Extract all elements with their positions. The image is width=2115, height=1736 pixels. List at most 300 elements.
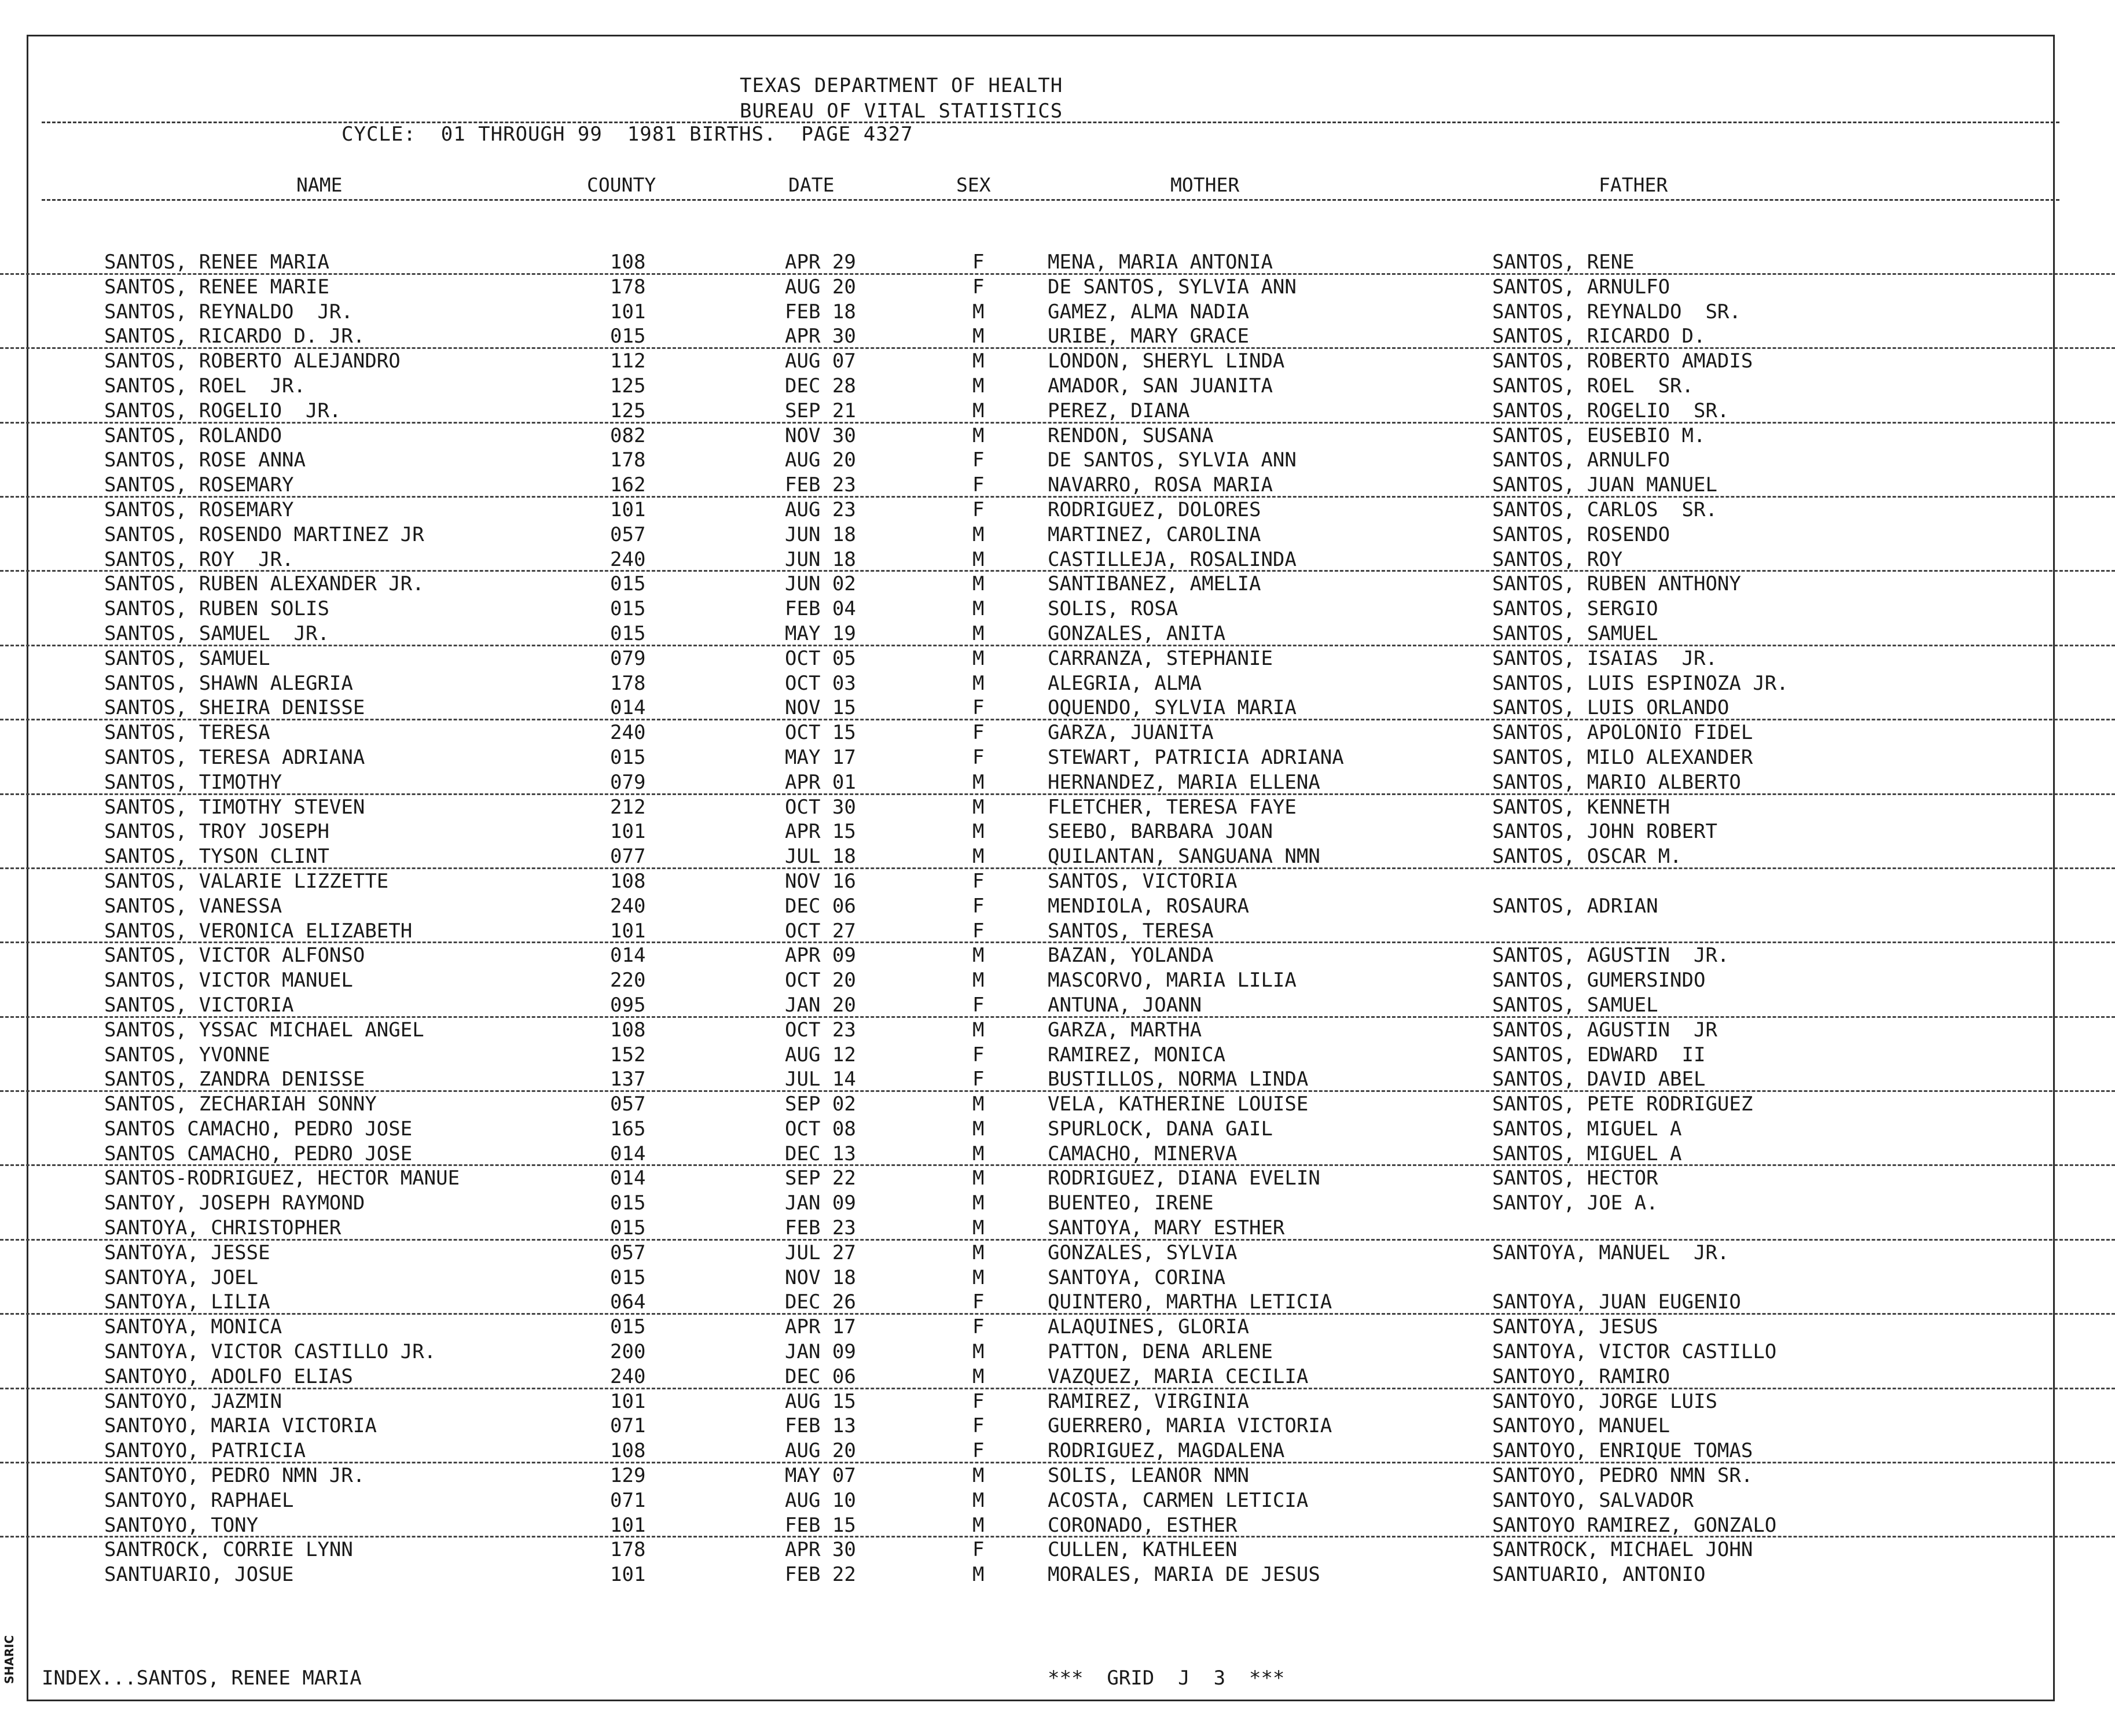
- table-row: [0, 523, 2115, 547]
- table-row: [0, 1562, 2115, 1587]
- cell-sex: M: [972, 1364, 985, 1388]
- cell-county: 101: [610, 919, 646, 943]
- cell-father: SANTOS, EUSEBIO M.: [1492, 424, 1706, 447]
- cell-sex: F: [972, 745, 985, 769]
- cell-county: 162: [610, 473, 646, 497]
- cell-name: SANTOS, VERONICA ELIZABETH: [104, 919, 413, 943]
- cell-sex: M: [972, 523, 985, 546]
- cell-mother: CULLEN, KATHLEEN: [1048, 1538, 1238, 1562]
- cell-father: SANTOYA, MANUEL JR.: [1492, 1241, 1730, 1264]
- cell-sex: M: [972, 1563, 985, 1587]
- cell-sex: M: [972, 424, 985, 447]
- cell-name: SANTOYO, MARIA VICTORIA: [104, 1414, 377, 1438]
- cell-sex: M: [972, 1142, 985, 1165]
- cell-date: FEB 18: [785, 300, 856, 323]
- table-row: [0, 324, 2115, 349]
- cell-name: SANTOS, TYSON CLINT: [104, 845, 329, 869]
- cell-mother: GUERRERO, MARIA VICTORIA: [1048, 1414, 1332, 1438]
- table-row: [0, 968, 2115, 993]
- table-row: [0, 1364, 2115, 1389]
- cell-mother: VAZQUEZ, MARIA CECILIA: [1048, 1364, 1309, 1388]
- cell-name: SANTOS, TERESA: [104, 721, 270, 745]
- cell-father: SANTUARIO, ANTONIO: [1492, 1563, 1706, 1587]
- table-row: [0, 349, 2115, 374]
- cell-name: SANTOS, TIMOTHY STEVEN: [104, 795, 365, 819]
- cell-mother: GARZA, MARTHA: [1048, 1018, 1202, 1042]
- cell-date: OCT 20: [785, 969, 856, 992]
- cell-date: APR 01: [785, 770, 856, 794]
- cell-name: SANTOYO, PATRICIA: [104, 1439, 306, 1463]
- cell-name: SANTOS, VALARIE LIZZETTE: [104, 869, 389, 893]
- cell-name: SANTOY, JOSEPH RAYMOND: [104, 1191, 365, 1215]
- cell-county: 015: [610, 1315, 646, 1339]
- cell-name: SANTOS, RICARDO D. JR.: [104, 325, 365, 348]
- cell-date: FEB 23: [785, 1216, 856, 1240]
- table-row: [0, 671, 2115, 696]
- table-row: [0, 1389, 2115, 1414]
- cell-date: JAN 09: [785, 1340, 856, 1364]
- cell-sex: F: [972, 1389, 985, 1413]
- cell-county: 129: [610, 1464, 646, 1488]
- cell-name: SANTOS, RENEE MARIA: [104, 251, 329, 274]
- cell-county: 101: [610, 300, 646, 323]
- cell-mother: DE SANTOS, SYLVIA ANN: [1048, 275, 1297, 299]
- cell-date: MAY 17: [785, 745, 856, 769]
- cell-date: OCT 08: [785, 1117, 856, 1141]
- cell-mother: URIBE, MARY GRACE: [1048, 325, 1249, 348]
- cell-mother: GARZA, JUANITA: [1048, 721, 1214, 745]
- table-row: [0, 1266, 2115, 1290]
- cell-date: OCT 03: [785, 671, 856, 695]
- cell-county: 178: [610, 275, 646, 299]
- cell-mother: SANTOS, VICTORIA: [1048, 869, 1238, 893]
- cell-county: 015: [610, 1216, 646, 1240]
- cell-name: SANTOS, RUBEN SOLIS: [104, 597, 329, 621]
- cell-name: SANTOS, SAMUEL: [104, 646, 270, 670]
- table-row: [0, 844, 2115, 869]
- cell-county: 015: [610, 745, 646, 769]
- cell-county: 095: [610, 993, 646, 1017]
- table-row: [0, 399, 2115, 424]
- table-row: [0, 1290, 2115, 1315]
- table-row: [0, 1117, 2115, 1142]
- cell-county: 178: [610, 448, 646, 472]
- cell-father: SANTOS, LUIS ESPINOZA JR.: [1492, 671, 1789, 695]
- cell-date: AUG 10: [785, 1488, 856, 1512]
- cell-mother: VELA, KATHERINE LOUISE: [1048, 1093, 1309, 1116]
- cell-name: SANTOS, SHEIRA DENISSE: [104, 696, 365, 720]
- cell-date: NOV 30: [785, 424, 856, 447]
- cell-county: 071: [610, 1488, 646, 1512]
- cell-name: SANTOS, ZECHARIAH SONNY: [104, 1093, 377, 1116]
- cell-mother: ANTUNA, JOANN: [1048, 993, 1202, 1017]
- cell-county: 015: [610, 597, 646, 621]
- column-header-date: DATE: [788, 174, 835, 196]
- cell-sex: M: [972, 1093, 985, 1116]
- table-row: [0, 1018, 2115, 1043]
- cell-name: SANTOS, TROY JOSEPH: [104, 820, 329, 844]
- cell-county: 137: [610, 1068, 646, 1091]
- cell-father: SANTOS, LUIS ORLANDO: [1492, 696, 1730, 720]
- cell-mother: MORALES, MARIA DE JESUS: [1048, 1563, 1320, 1587]
- cell-name: SANTROCK, CORRIE LYNN: [104, 1538, 353, 1562]
- cell-mother: MENA, MARIA ANTONIA: [1048, 251, 1273, 274]
- cell-sex: F: [972, 1068, 985, 1091]
- cell-father: SANTOS, AGUSTIN JR: [1492, 1018, 1717, 1042]
- cell-date: MAY 07: [785, 1464, 856, 1488]
- cell-county: 015: [610, 1266, 646, 1289]
- cell-county: 015: [610, 572, 646, 596]
- cell-sex: M: [972, 350, 985, 373]
- cell-mother: SPURLOCK, DANA GAIL: [1048, 1117, 1273, 1141]
- cell-father: SANTOS, MILO ALEXANDER: [1492, 745, 1753, 769]
- cell-county: 015: [610, 1191, 646, 1215]
- cell-mother: OQUENDO, SYLVIA MARIA: [1048, 696, 1297, 720]
- column-header-father: FATHER: [1599, 174, 1668, 196]
- cell-county: 125: [610, 374, 646, 398]
- cell-date: DEC 06: [785, 1364, 856, 1388]
- cell-sex: M: [972, 1167, 985, 1190]
- cell-name: SANTOYA, JESSE: [104, 1241, 270, 1264]
- cell-county: 108: [610, 1018, 646, 1042]
- cell-date: AUG 20: [785, 275, 856, 299]
- cell-date: JUL 27: [785, 1241, 856, 1264]
- cell-mother: HERNANDEZ, MARIA ELLENA: [1048, 770, 1320, 794]
- cell-father: SANTOS, ROSENDO: [1492, 523, 1670, 546]
- cell-sex: M: [972, 1216, 985, 1240]
- table-row: [0, 275, 2115, 300]
- cell-mother: CARRANZA, STEPHANIE: [1048, 646, 1273, 670]
- column-header-rule: [42, 199, 2059, 201]
- cell-father: SANTOS, JUAN MANUEL: [1492, 473, 1717, 497]
- cell-mother: RODRIGUEZ, DOLORES: [1048, 498, 1261, 521]
- header-subtitle: BUREAU OF VITAL STATISTICS: [740, 100, 1063, 123]
- cell-sex: F: [972, 1414, 985, 1438]
- cell-sex: F: [972, 993, 985, 1017]
- cell-date: NOV 15: [785, 696, 856, 720]
- cell-name: SANTOS, YVONNE: [104, 1043, 270, 1066]
- cell-date: SEP 02: [785, 1093, 856, 1116]
- table-row: [0, 1142, 2115, 1167]
- cell-sex: M: [972, 1241, 985, 1264]
- cell-name: SANTOYO, RAPHAEL: [104, 1488, 294, 1512]
- cell-name: SANTOS CAMACHO, PEDRO JOSE: [104, 1117, 413, 1141]
- cell-date: OCT 30: [785, 795, 856, 819]
- cell-mother: SANTIBANEZ, AMELIA: [1048, 572, 1261, 596]
- cell-county: 101: [610, 1389, 646, 1413]
- table-row: [0, 720, 2115, 745]
- cell-mother: CORONADO, ESTHER: [1048, 1513, 1238, 1537]
- cell-name: SANTOYA, JOEL: [104, 1266, 259, 1289]
- cell-name: SANTOS, ZANDRA DENISSE: [104, 1068, 365, 1091]
- column-header-mother: MOTHER: [1170, 174, 1240, 196]
- cell-sex: M: [972, 572, 985, 596]
- cell-father: SANTOS, ROEL SR.: [1492, 374, 1694, 398]
- cell-name: SANTOS, ROSEMARY: [104, 498, 294, 521]
- table-row: [0, 1067, 2115, 1092]
- cell-name: SANTOS CAMACHO, PEDRO JOSE: [104, 1142, 413, 1165]
- cell-county: 014: [610, 944, 646, 968]
- record-list: [0, 250, 2115, 1587]
- table-row: [0, 1092, 2115, 1117]
- cell-mother: BUENTEO, IRENE: [1048, 1191, 1214, 1215]
- cell-county: 240: [610, 1364, 646, 1388]
- cell-mother: SANTOS, TERESA: [1048, 919, 1214, 943]
- table-row: [0, 1191, 2115, 1216]
- cell-father: SANTOYO RAMIREZ, GONZALO: [1492, 1513, 1777, 1537]
- cell-date: JUN 02: [785, 572, 856, 596]
- cell-sex: F: [972, 1290, 985, 1314]
- cell-name: SANTOS, ROGELIO JR.: [104, 399, 342, 422]
- table-row: [0, 448, 2115, 473]
- cell-mother: DE SANTOS, SYLVIA ANN: [1048, 448, 1297, 472]
- table-row: [0, 1043, 2115, 1068]
- cell-date: JUL 14: [785, 1068, 856, 1091]
- cell-county: 064: [610, 1290, 646, 1314]
- cell-date: DEC 13: [785, 1142, 856, 1165]
- cell-name: SANTOS, VICTOR MANUEL: [104, 969, 353, 992]
- cell-mother: STEWART, PATRICIA ADRIANA: [1048, 745, 1344, 769]
- cell-sex: M: [972, 1340, 985, 1364]
- cell-county: 178: [610, 671, 646, 695]
- cell-name: SANTOS, ROLANDO: [104, 424, 282, 447]
- table-row: [0, 1513, 2115, 1538]
- cell-sex: M: [972, 845, 985, 869]
- cell-date: JUN 18: [785, 547, 856, 571]
- table-row: [0, 770, 2115, 795]
- cell-date: AUG 12: [785, 1043, 856, 1066]
- cell-father: SANTOS, MARIO ALBERTO: [1492, 770, 1741, 794]
- cell-father: SANTOYO, ENRIQUE TOMAS: [1492, 1439, 1753, 1463]
- cell-father: SANTOS, MIGUEL A: [1492, 1142, 1682, 1165]
- table-row: [0, 894, 2115, 919]
- table-row: [0, 1488, 2115, 1513]
- cell-name: SANTOS, ROY JR.: [104, 547, 294, 571]
- cell-father: SANTOS, ROBERTO AMADIS: [1492, 350, 1753, 373]
- cell-father: SANTOS, RICARDO D.: [1492, 325, 1706, 348]
- cell-mother: ALAQUINES, GLORIA: [1048, 1315, 1249, 1339]
- cell-mother: LONDON, SHERYL LINDA: [1048, 350, 1285, 373]
- cell-father: SANTOS, ROY: [1492, 547, 1623, 571]
- cell-name: SANTOS, VANESSA: [104, 894, 282, 918]
- cell-father: SANTOS, APOLONIO FIDEL: [1492, 721, 1753, 745]
- cell-date: APR 15: [785, 820, 856, 844]
- cell-date: FEB 15: [785, 1513, 856, 1537]
- cell-name: SANTOYO, TONY: [104, 1513, 259, 1537]
- cell-sex: M: [972, 1464, 985, 1488]
- cell-father: SANTOS, ARNULFO: [1492, 275, 1670, 299]
- cell-father: SANTOS, DAVID ABEL: [1492, 1068, 1706, 1091]
- cell-name: SANTOS, RENEE MARIE: [104, 275, 329, 299]
- cell-mother: RODRIGUEZ, DIANA EVELIN: [1048, 1167, 1320, 1190]
- cell-county: 014: [610, 1167, 646, 1190]
- cell-mother: MENDIOLA, ROSAURA: [1048, 894, 1249, 918]
- cell-father: SANTOYO, RAMIRO: [1492, 1364, 1670, 1388]
- cell-father: SANTOYO, PEDRO NMN SR.: [1492, 1464, 1753, 1488]
- table-row: [0, 869, 2115, 894]
- cell-sex: F: [972, 275, 985, 299]
- cell-sex: M: [972, 374, 985, 398]
- cell-sex: M: [972, 671, 985, 695]
- cell-county: 015: [610, 325, 646, 348]
- cell-father: SANTOS, PETE RODRIGUEZ: [1492, 1093, 1753, 1116]
- cell-father: SANTOS, OSCAR M.: [1492, 845, 1682, 869]
- cell-name: SANTOS, ROSEMARY: [104, 473, 294, 497]
- cell-name: SANTUARIO, JOSUE: [104, 1563, 294, 1587]
- cell-sex: M: [972, 1266, 985, 1289]
- cell-sex: M: [972, 399, 985, 422]
- cell-name: SANTOYA, VICTOR CASTILLO JR.: [104, 1340, 436, 1364]
- cell-father: SANTOS, RUBEN ANTHONY: [1492, 572, 1741, 596]
- cell-sex: M: [972, 597, 985, 621]
- cell-name: SANTOS, ROEL JR.: [104, 374, 306, 398]
- cell-county: 165: [610, 1117, 646, 1141]
- cell-father: SANTOYA, JESUS: [1492, 1315, 1658, 1339]
- cell-date: JUN 18: [785, 523, 856, 546]
- cell-date: JAN 20: [785, 993, 856, 1017]
- cell-name: SANTOYA, LILIA: [104, 1290, 270, 1314]
- cell-county: 071: [610, 1414, 646, 1438]
- cell-sex: F: [972, 251, 985, 274]
- cell-father: SANTOS, GUMERSINDO: [1492, 969, 1706, 992]
- cell-sex: M: [972, 547, 985, 571]
- cell-father: SANTOS, REYNALDO SR.: [1492, 300, 1741, 323]
- cell-name: SANTOS, ROSENDO MARTINEZ JR: [104, 523, 424, 546]
- cell-mother: GONZALES, SYLVIA: [1048, 1241, 1238, 1264]
- cell-father: SANTOS, MIGUEL A: [1492, 1117, 1682, 1141]
- cell-sex: M: [972, 1117, 985, 1141]
- cell-date: SEP 22: [785, 1167, 856, 1190]
- table-row: [0, 1538, 2115, 1562]
- cell-county: 240: [610, 721, 646, 745]
- cell-mother: SOLIS, ROSA: [1048, 597, 1178, 621]
- cell-mother: GAMEZ, ALMA NADIA: [1048, 300, 1249, 323]
- grid-footer: *** GRID J 3 ***: [1048, 1667, 1285, 1690]
- cell-county: 101: [610, 1563, 646, 1587]
- cell-father: SANTROCK, MICHAEL JOHN: [1492, 1538, 1753, 1562]
- cell-county: 220: [610, 969, 646, 992]
- cell-mother: ACOSTA, CARMEN LETICIA: [1048, 1488, 1309, 1512]
- cell-name: SANTOS-RODRIGUEZ, HECTOR MANUE: [104, 1167, 460, 1190]
- cell-date: APR 30: [785, 1538, 856, 1562]
- table-row: [0, 993, 2115, 1018]
- cell-mother: BAZAN, YOLANDA: [1048, 944, 1214, 968]
- cell-date: APR 29: [785, 251, 856, 274]
- cell-father: SANTOS, ROGELIO SR.: [1492, 399, 1730, 422]
- cell-date: OCT 23: [785, 1018, 856, 1042]
- cell-sex: F: [972, 498, 985, 521]
- cell-county: 178: [610, 1538, 646, 1562]
- cell-father: SANTOY, JOE A.: [1492, 1191, 1658, 1215]
- cell-mother: NAVARRO, ROSA MARIA: [1048, 473, 1273, 497]
- cell-father: SANTOS, CARLOS SR.: [1492, 498, 1717, 521]
- cell-mother: FLETCHER, TERESA FAYE: [1048, 795, 1297, 819]
- table-row: [0, 919, 2115, 944]
- cell-sex: F: [972, 1315, 985, 1339]
- cell-mother: CASTILLEJA, ROSALINDA: [1048, 547, 1297, 571]
- cell-county: 101: [610, 498, 646, 521]
- cell-mother: QUILANTAN, SANGUANA NMN: [1048, 845, 1320, 869]
- cell-county: 108: [610, 251, 646, 274]
- cell-father: SANTOYA, VICTOR CASTILLO: [1492, 1340, 1777, 1364]
- cell-father: SANTOS, SAMUEL: [1492, 621, 1658, 645]
- cell-father: SANTOS, EDWARD II: [1492, 1043, 1706, 1066]
- cell-date: FEB 23: [785, 473, 856, 497]
- cell-date: APR 17: [785, 1315, 856, 1339]
- cell-sex: F: [972, 696, 985, 720]
- cell-father: SANTOS, AGUSTIN JR.: [1492, 944, 1730, 968]
- cell-father: SANTOYA, JUAN EUGENIO: [1492, 1290, 1741, 1314]
- cell-mother: AMADOR, SAN JUANITA: [1048, 374, 1273, 398]
- cell-name: SANTOS, ROSE ANNA: [104, 448, 306, 472]
- cell-county: 108: [610, 869, 646, 893]
- cell-date: JAN 09: [785, 1191, 856, 1215]
- cell-date: FEB 04: [785, 597, 856, 621]
- cell-mother: PATTON, DENA ARLENE: [1048, 1340, 1273, 1364]
- table-row: [0, 424, 2115, 448]
- cell-father: SANTOYO, JORGE LUIS: [1492, 1389, 1717, 1413]
- cell-sex: M: [972, 1513, 985, 1537]
- cell-date: APR 09: [785, 944, 856, 968]
- cell-name: SANTOS, REYNALDO JR.: [104, 300, 353, 323]
- cell-father: SANTOS, ADRIAN: [1492, 894, 1658, 918]
- cell-name: SANTOS, TIMOTHY: [104, 770, 282, 794]
- table-row: [0, 1414, 2115, 1439]
- cell-sex: F: [972, 869, 985, 893]
- cell-date: FEB 22: [785, 1563, 856, 1587]
- cell-date: DEC 26: [785, 1290, 856, 1314]
- table-row: [0, 943, 2115, 968]
- cell-mother: SANTOYA, CORINA: [1048, 1266, 1226, 1289]
- cell-mother: CAMACHO, MINERVA: [1048, 1142, 1238, 1165]
- cell-county: 152: [610, 1043, 646, 1066]
- cell-sex: M: [972, 325, 985, 348]
- cell-county: 200: [610, 1340, 646, 1364]
- table-row: [0, 1166, 2115, 1191]
- table-row: [0, 498, 2115, 523]
- cell-name: SANTOS, SAMUEL JR.: [104, 621, 329, 645]
- cell-father: SANTOS, ARNULFO: [1492, 448, 1670, 472]
- cell-mother: MASCORVO, MARIA LILIA: [1048, 969, 1297, 992]
- table-row: [0, 1241, 2115, 1266]
- cell-county: 014: [610, 696, 646, 720]
- cell-county: 082: [610, 424, 646, 447]
- cell-father: SANTOYO, MANUEL: [1492, 1414, 1670, 1438]
- cell-mother: RODRIGUEZ, MAGDALENA: [1048, 1439, 1285, 1463]
- table-row: [0, 819, 2115, 844]
- cell-county: 079: [610, 770, 646, 794]
- cell-sex: M: [972, 646, 985, 670]
- cell-county: 057: [610, 523, 646, 546]
- cell-name: SANTOYA, MONICA: [104, 1315, 282, 1339]
- table-row: [0, 1216, 2115, 1241]
- cell-sex: F: [972, 1043, 985, 1066]
- cell-county: 101: [610, 820, 646, 844]
- table-row: [0, 547, 2115, 572]
- table-row: [0, 597, 2115, 621]
- cell-name: SANTOYO, JAZMIN: [104, 1389, 282, 1413]
- column-header-name: NAME: [296, 174, 343, 196]
- cell-sex: F: [972, 721, 985, 745]
- cell-sex: M: [972, 795, 985, 819]
- cell-mother: RAMIREZ, VIRGINIA: [1048, 1389, 1249, 1413]
- cell-mother: PEREZ, DIANA: [1048, 399, 1190, 422]
- cell-name: SANTOS, ROBERTO ALEJANDRO: [104, 350, 401, 373]
- table-row: [0, 795, 2115, 820]
- cell-date: DEC 06: [785, 894, 856, 918]
- table-row: [0, 1463, 2115, 1488]
- cell-county: 057: [610, 1241, 646, 1264]
